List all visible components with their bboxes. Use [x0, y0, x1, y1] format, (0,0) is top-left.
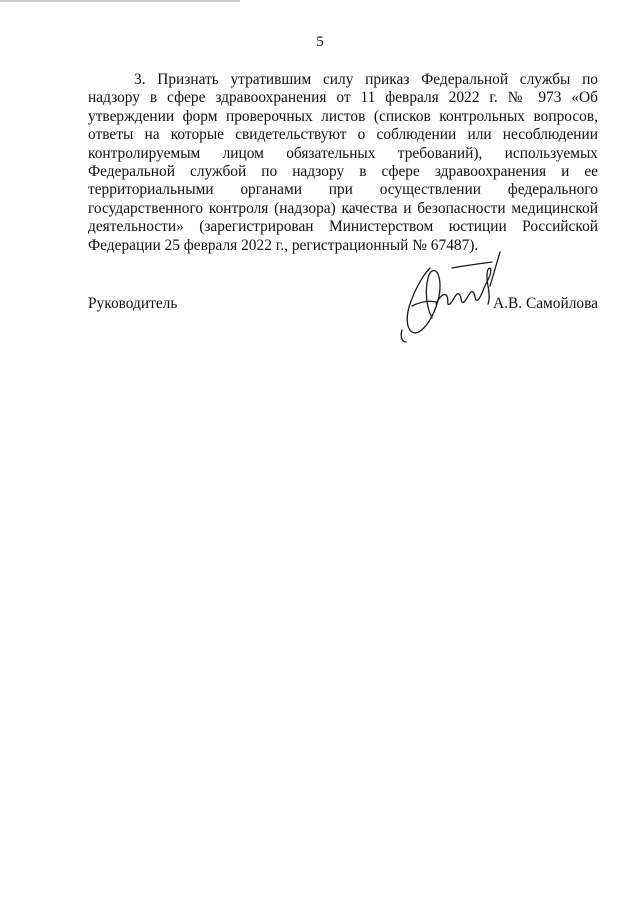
- paragraph-3-text: 3. Признать утратившим силу приказ Федеральной службы по надзору в сфере здравоохранения от 11 февраля 2022 г. № 973 «Об утверждении форм проверочных листов (списков контрольных вопросов, ответы на которые свидетельствуют о соблюдении или несоблюдении контролируемым лицом обязательных требований), используемых Федеральной службой по надзору в сфере здравоохранения и ее территориальными органами при осуществлении федерального государственного контроля (надзора) качества и безопасности медицинской деятельности» (зарегистрирован Министерством юстиции Российской Федерации 25 февраля 2022 г., регистрационный № 67487).: [88, 71, 598, 254]
- paragraph-3: [88, 71, 598, 255]
- page-number: 5: [316, 34, 324, 50]
- signature-block: [88, 295, 598, 317]
- signer-title: Руководитель: [88, 295, 178, 312]
- scan-edge-line: [0, 0, 240, 2]
- signer-name: А.В. Самойлова: [493, 295, 598, 312]
